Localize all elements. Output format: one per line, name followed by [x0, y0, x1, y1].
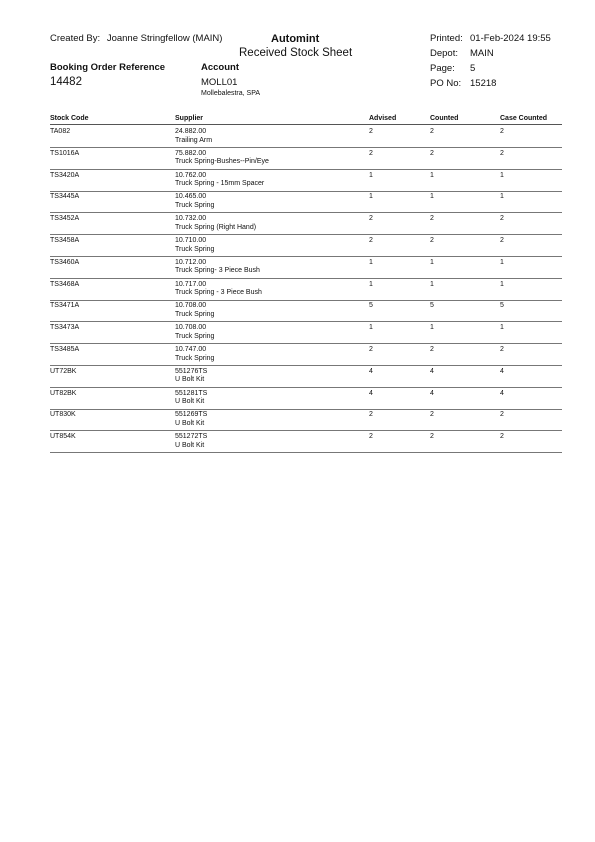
case-counted-qty: 4: [500, 389, 504, 397]
supplier-cell: [175, 259, 260, 276]
header-divider: [50, 124, 562, 125]
stock-code: TS3485A: [50, 346, 80, 353]
case-counted-qty: 1: [500, 324, 504, 332]
advised-qty: 2: [369, 346, 373, 353]
stock-code: UT854K: [50, 433, 76, 441]
page-value: 5: [470, 63, 476, 74]
po-label: PO No:: [430, 78, 462, 89]
supplier-price: 75.882.00: [175, 149, 207, 157]
stock-code: TS3452A: [50, 215, 80, 223]
supplier-cell: [175, 411, 207, 428]
supplier-cell: [175, 346, 214, 363]
advised-qty: 2: [369, 237, 373, 244]
advised-qty: 4: [369, 367, 373, 375]
item-description: Trailing Arm: [175, 136, 213, 144]
case-counted-qty: 1: [500, 171, 504, 179]
supplier-price: 10.708.00: [175, 302, 207, 310]
counted-qty: 5: [430, 302, 434, 310]
supplier-price: 10.732.00: [175, 215, 207, 223]
table-row: [0, 366, 595, 388]
item-description: Truck Spring - 15mm Spacer: [175, 180, 265, 188]
case-counted-qty: 2: [500, 411, 504, 419]
supplier-price: 10.708.00: [175, 324, 207, 332]
supplier-price: 551276TS: [175, 367, 208, 375]
printed-value: 01-Feb-2024 19:55: [470, 33, 551, 44]
supplier-price: 10.717.00: [175, 280, 207, 288]
supplier-price: 551272TS: [175, 433, 208, 441]
item-description: Truck Spring: [175, 332, 215, 340]
advised-qty: 1: [369, 193, 373, 201]
item-description: Truck Spring- 3 Piece Bush: [175, 267, 260, 275]
stock-code: TS3445A: [50, 193, 80, 201]
stock-code: TA082: [50, 128, 71, 135]
printed-label: Printed:: [430, 33, 463, 44]
supplier-price: 24.882.00: [175, 128, 207, 135]
supplier-price: 10.712.00: [175, 258, 207, 266]
col-header-supplier: Supplier: [175, 115, 204, 122]
item-description: Truck Spring: [175, 201, 215, 209]
item-description: Truck Spring: [175, 310, 215, 318]
counted-qty: 2: [430, 346, 434, 353]
case-counted-qty: 2: [500, 433, 504, 441]
document-title: Received Stock Sheet: [239, 47, 353, 59]
item-description: Truck Spring: [175, 354, 215, 362]
supplier-cell: [175, 128, 212, 145]
counted-qty: 1: [430, 171, 434, 179]
supplier-cell: [175, 433, 207, 450]
advised-qty: 2: [369, 149, 373, 157]
case-counted-qty: 2: [500, 346, 504, 353]
stock-code: TS3471A: [50, 302, 80, 310]
supplier-price: 10.747.00: [175, 346, 207, 353]
advised-qty: 1: [369, 258, 373, 266]
table-row: [0, 191, 595, 213]
case-counted-qty: 2: [500, 215, 504, 223]
stock-code: TS3473A: [50, 324, 80, 332]
case-counted-qty: 1: [500, 258, 504, 266]
supplier-cell: [175, 324, 214, 341]
booking-ref-value: 14482: [50, 76, 82, 88]
table-row: [0, 257, 595, 279]
counted-qty: 2: [430, 128, 434, 135]
stock-code: TS1016A: [50, 149, 80, 157]
case-counted-qty: 2: [500, 128, 504, 135]
item-description: Truck Spring - 3 Piece Bush: [175, 289, 262, 297]
advised-qty: 2: [369, 215, 373, 223]
advised-qty: 1: [369, 171, 373, 179]
case-counted-qty: 2: [500, 237, 504, 244]
stock-code: TS3468A: [50, 280, 80, 288]
counted-qty: 2: [430, 237, 434, 244]
depot-label: Depot:: [430, 48, 458, 59]
case-counted-qty: 2: [500, 149, 504, 157]
table-row: [0, 344, 595, 366]
counted-qty: 2: [430, 433, 434, 441]
counted-qty: 4: [430, 367, 434, 375]
case-counted-qty: 1: [500, 193, 504, 201]
row-divider: [50, 452, 562, 453]
stock-code: TS3460A: [50, 258, 80, 266]
created-by-value: Joanne Stringfellow (MAIN): [106, 33, 223, 44]
advised-qty: 2: [369, 433, 373, 441]
booking-ref-label: Booking Order Reference: [50, 62, 166, 73]
stock-code: TS3420A: [50, 171, 80, 179]
item-description: U Bolt Kit: [175, 376, 205, 384]
counted-qty: 1: [430, 280, 434, 288]
col-header-counted: Counted: [430, 115, 459, 122]
advised-qty: 5: [369, 302, 373, 310]
counted-qty: 2: [430, 215, 434, 223]
table-row: [0, 388, 595, 410]
item-description: U Bolt Kit: [175, 419, 205, 427]
counted-qty: 1: [430, 324, 434, 332]
counted-qty: 1: [430, 258, 434, 266]
po-value: 15218: [470, 78, 497, 89]
supplier-price: 551281TS: [175, 389, 208, 397]
table-row: [0, 148, 595, 170]
item-description: Truck Spring-Bushes--Pin/Eye: [175, 158, 269, 166]
col-header-advised: Advised: [369, 115, 397, 122]
case-counted-qty: 5: [500, 302, 504, 310]
supplier-cell: [175, 368, 207, 385]
account-code: MOLL01: [201, 77, 238, 88]
supplier-cell: [175, 172, 264, 189]
advised-qty: 2: [369, 128, 373, 135]
table-row: [0, 126, 595, 148]
supplier-price: 10.465.00: [175, 193, 207, 201]
supplier-price: 551269TS: [175, 411, 208, 419]
col-header-case-counted: Case Counted: [500, 115, 548, 122]
supplier-cell: [175, 302, 214, 319]
supplier-cell: [175, 150, 269, 167]
table-row: [0, 235, 595, 257]
counted-qty: 4: [430, 389, 434, 397]
stock-code: UT830K: [50, 411, 76, 419]
counted-qty: 2: [430, 411, 434, 419]
page-label: Page:: [430, 63, 455, 74]
stock-code: UT72BK: [50, 367, 77, 375]
supplier-cell: [175, 390, 207, 407]
advised-qty: 2: [369, 411, 373, 419]
stock-code: TS3458A: [50, 237, 80, 244]
col-header-stock-code: Stock Code: [50, 115, 89, 122]
company-name: Automint: [271, 33, 320, 45]
item-description: U Bolt Kit: [175, 398, 205, 406]
item-description: U Bolt Kit: [175, 441, 205, 449]
supplier-price: 10.762.00: [175, 171, 207, 179]
advised-qty: 4: [369, 389, 373, 397]
case-counted-qty: 1: [500, 280, 504, 288]
supplier-cell: [175, 215, 256, 232]
advised-qty: 1: [369, 324, 373, 332]
counted-qty: 1: [430, 193, 434, 201]
account-name: Mollebalestra, SPA: [201, 90, 261, 97]
counted-qty: 2: [430, 149, 434, 157]
supplier-price: 10.710.00: [175, 237, 207, 244]
case-counted-qty: 4: [500, 367, 504, 375]
table-row: [0, 170, 595, 192]
table-row: [0, 322, 595, 344]
supplier-cell: [175, 237, 214, 254]
table-row: [0, 213, 595, 235]
item-description: Truck Spring (Right Hand): [175, 223, 257, 231]
depot-value: MAIN: [470, 48, 494, 59]
item-description: Truck Spring: [175, 245, 215, 253]
advised-qty: 1: [369, 280, 373, 288]
table-row: [0, 409, 595, 431]
supplier-cell: [175, 281, 262, 298]
created-by-label: Created By:: [50, 33, 101, 44]
account-label: Account: [201, 62, 239, 73]
supplier-cell: [175, 193, 214, 210]
table-row: [0, 300, 595, 322]
table-row: [0, 431, 595, 453]
created-by: [50, 33, 222, 44]
table-row: [0, 279, 595, 301]
stock-code: UT82BK: [50, 389, 77, 397]
